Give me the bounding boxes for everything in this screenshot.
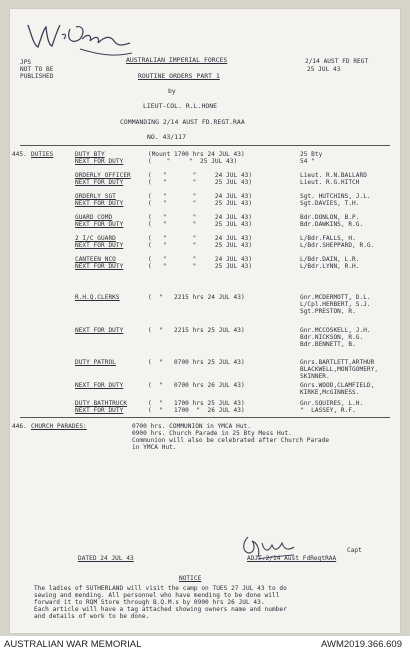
duty-assignee: Lieut. R.N.BALLARD bbox=[300, 172, 367, 179]
footer-institution: AUSTRALIAN WAR MEMORIAL bbox=[4, 639, 142, 650]
duty-mount-time: ( " " 25 JUL 43) bbox=[148, 263, 253, 270]
duty-name: NEXT FOR DUTY bbox=[75, 179, 124, 186]
duty-mount-time: ( " " 24 JUL 43) bbox=[148, 172, 253, 179]
duty-assignee: L/Bdr.FALLS, H. bbox=[300, 235, 356, 242]
section-number-446: 446. bbox=[12, 423, 27, 430]
security-line-2: NOT TO BE bbox=[20, 66, 54, 73]
notice-line-1: The ladies of SUTHERLAND will visit the camp on TUES 27 JUL 43 to do bbox=[34, 585, 287, 592]
duty-assignee: Lieut. R.G.HITCH bbox=[300, 179, 360, 186]
patrol-next-1: Gnrs.WOOD,CLAMFIELD, bbox=[300, 382, 375, 389]
duty-mount-time: ( " " 24 JUL 43) bbox=[148, 235, 253, 242]
duty-mount-time: ( " " 24 JUL 43) bbox=[148, 214, 253, 221]
duty-name: ORDERLY SGT bbox=[75, 193, 116, 200]
duty-mount-time: ( " " 24 JUL 43) bbox=[148, 193, 253, 200]
duty-assignee: Bdr.DAWKINS, R.G. bbox=[300, 221, 364, 228]
duty-assignee: Sgt. HUTCHINS, J.L. bbox=[300, 193, 371, 200]
corner-ref: 2/14 AUST FD REGT bbox=[305, 58, 369, 65]
duty-mount-time: (Mount 1700 hrs 24 JUL 43) bbox=[148, 151, 245, 158]
dated-line: DATED 24 JUL 43 bbox=[78, 555, 134, 562]
duty-assignee: Bdr.DONLON, B.P. bbox=[300, 214, 360, 221]
patrol-next-2: KIRKE,McGINNESS. bbox=[300, 389, 360, 396]
duty-name: CANTEEN NCO bbox=[75, 256, 116, 263]
rhq-next-label: NEXT FOR DUTY bbox=[75, 327, 124, 334]
bathtruck-mount: ( " 1700 hrs 25 JUL 43) bbox=[148, 400, 245, 407]
security-line-3: PUBLISHED bbox=[20, 73, 54, 80]
duty-patrol-label: DUTY PATROL bbox=[75, 359, 116, 366]
command-line: COMMANDING 2/14 AUST FD.REGT.RAA bbox=[120, 118, 245, 126]
duty-name: NEXT FOR DUTY bbox=[75, 200, 124, 207]
rhq-clerks-mount: ( " 2215 hrs 24 JUL 43) bbox=[148, 294, 245, 301]
rhq-clerk-1: Gnr.MCDERMOTT, D.L. bbox=[300, 294, 371, 301]
church-line-1: 0700 hrs. COMMUNION in YMCA Hut. bbox=[132, 423, 251, 430]
church-line-2: 0900 hrs. Church Parade in 25 Bty Mess Hut. bbox=[132, 430, 292, 437]
rhq-next-mount: ( " 2215 hrs 25 JUL 43) bbox=[148, 327, 245, 334]
duty-name: NEXT FOR DUTY bbox=[75, 242, 124, 249]
document-page bbox=[10, 9, 400, 633]
bathtruck-next-label: NEXT FOR DUTY bbox=[75, 407, 124, 414]
notice-line-4: Each article will have a tag attached showing owners name and number bbox=[34, 606, 287, 613]
bathtruck-next-who: " LASSEY, R.F. bbox=[300, 407, 356, 414]
signatory-rank: Capt bbox=[347, 547, 362, 554]
duty-patrol-3: SKINNER. bbox=[300, 373, 330, 380]
duty-assignee: L/Bdr.DAIN, L.R. bbox=[300, 256, 360, 263]
section-number-445: 445. bbox=[12, 151, 27, 158]
rhq-next-2: Bdr.NICKSON, R.G. bbox=[300, 334, 364, 341]
duty-mount-time: ( " " 25 JUL 43) bbox=[148, 179, 253, 186]
duty-name: GUARD COMD bbox=[75, 214, 113, 221]
bathtruck-label: DUTY BATHTRUCK bbox=[75, 400, 128, 407]
by-label: by bbox=[168, 87, 176, 95]
handwritten-signature-top bbox=[20, 15, 135, 61]
commanding-officer: LIEUT-COL. R.L.HONE bbox=[143, 102, 218, 110]
church-heading: CHURCH PARADES: bbox=[31, 423, 87, 430]
notice-line-5: and details of work to be done. bbox=[34, 613, 150, 620]
notice-line-3: forward it to RQM Store through B.Q.M.s by 0900 hrs 26 JUL 43. bbox=[34, 599, 265, 606]
top-divider bbox=[20, 145, 390, 146]
bathtruck-next-mount: ( " 1700 " 26 JUL 43) bbox=[148, 407, 245, 414]
footer-bar bbox=[0, 636, 410, 653]
header-date: 25 JUL 43 bbox=[307, 66, 341, 73]
adjutant-line: ADJT.2/14 Aust FdRegtRAA bbox=[247, 555, 337, 562]
document-title: AUSTRALIAN IMPERIAL FORCES bbox=[126, 56, 228, 64]
duty-patrol-mount: ( " 0700 hrs 25 JUL 43) bbox=[148, 359, 245, 366]
duty-mount-time: ( " " 25 JUL 43) bbox=[148, 221, 253, 228]
security-line-1: JPS bbox=[20, 59, 32, 66]
duty-assignee: Sgt.DAVIES, T.H. bbox=[300, 200, 360, 207]
duty-name: DUTY BTY bbox=[75, 151, 105, 158]
patrol-next-label: NEXT FOR DUTY bbox=[75, 382, 124, 389]
bathtruck-who: Gnr.SQUIRES, L.H. bbox=[300, 400, 364, 407]
duty-name: NEXT FOR DUTY bbox=[75, 263, 124, 270]
duty-mount-time: ( " " 25 JUL 43) bbox=[148, 200, 253, 207]
rhq-next-3: Bdr.BENNETT, B. bbox=[300, 341, 356, 348]
rhq-clerk-2: L/Cpl.HERBERT, S.J. bbox=[300, 301, 371, 308]
duty-patrol-1: Gnrs.BARTLETT,ARTHUR bbox=[300, 359, 375, 366]
duties-heading: DUTIES bbox=[31, 151, 54, 158]
rhq-clerk-3: Sgt.PRESTON, R. bbox=[300, 308, 356, 315]
order-number: NO. 43/117 bbox=[147, 133, 186, 141]
patrol-next-mount: ( " 0700 hrs 26 JUL 43) bbox=[148, 382, 245, 389]
notice-line-2: sewing and mending. All personnel who have mending to be done will bbox=[34, 592, 280, 599]
duty-assignee: L/Bdr.SHEPPARD, R.G. bbox=[300, 242, 375, 249]
duty-mount-time: ( " " 24 JUL 43) bbox=[148, 256, 253, 263]
notice-heading: NOTICE bbox=[179, 575, 202, 582]
duty-mount-time: ( " " 25 JUL 43) bbox=[148, 242, 253, 249]
church-line-4: in YMCA Hut. bbox=[132, 444, 177, 451]
duty-name: ORDERLY OFFICER bbox=[75, 172, 131, 179]
duty-mount-time: ( " " 25 JUL 43) bbox=[148, 158, 238, 165]
duty-name: NEXT FOR DUTY bbox=[75, 221, 124, 228]
rhq-clerks-label: R.H.Q.CLERKS bbox=[75, 294, 120, 301]
duty-name: 2 I/C GUARD bbox=[75, 235, 116, 242]
church-line-3: Communion will also be celebrated after Church Parade bbox=[132, 437, 330, 444]
document-subtitle: ROUTINE ORDERS PART 1 bbox=[138, 72, 220, 80]
rhq-next-1: Gnr.MCCOSKELL, J.H. bbox=[300, 327, 371, 334]
duty-assignee: 25 Bty bbox=[300, 151, 323, 158]
middle-divider bbox=[20, 417, 390, 418]
duty-name: NEXT FOR DUTY bbox=[75, 158, 124, 165]
duty-assignee: 54 " bbox=[300, 158, 315, 165]
duty-assignee: L/Bdr.LYNN, R.H. bbox=[300, 263, 360, 270]
footer-accession-number: AWM2019.366.609 bbox=[321, 639, 402, 650]
duty-patrol-2: BLACKWELL,MONTGOMERY, bbox=[300, 366, 379, 373]
